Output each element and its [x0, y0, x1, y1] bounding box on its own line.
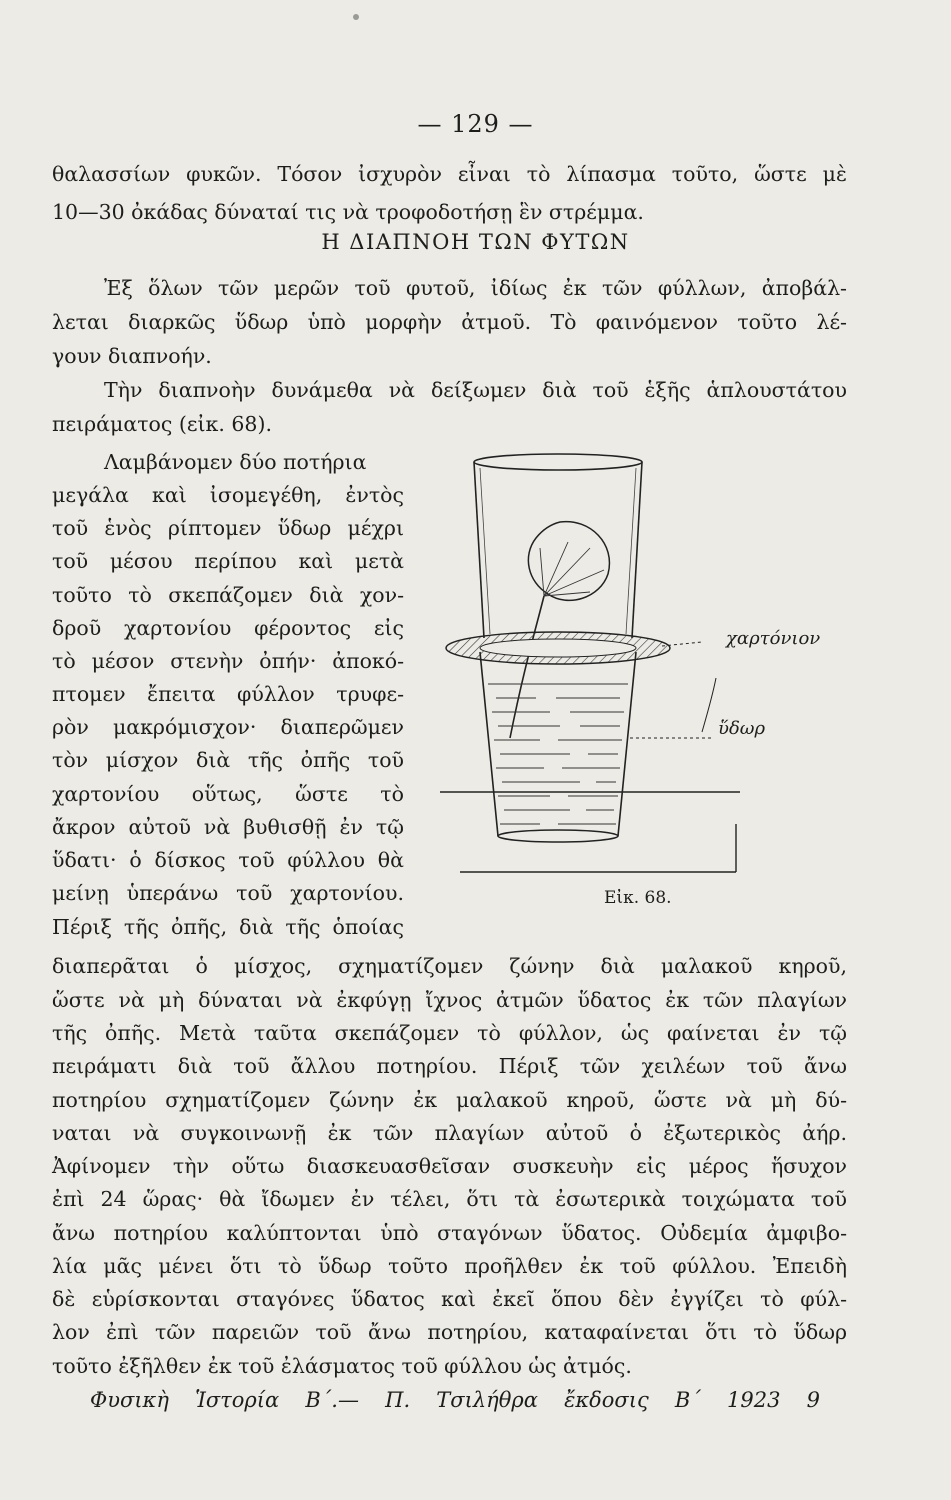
text-line: ρὸν μακρόμισχον· διαπερῶμεν — [52, 715, 404, 739]
text-line: ὥστε νὰ μὴ δύναται νὰ ἐκφύγῃ ἴχνος ἀτμῶν ὕδατος ἐκ τῶν πλαγίων — [52, 988, 847, 1012]
text-line: μείνῃ ὑπεράνω τοῦ χαρτονίου. — [52, 881, 404, 905]
text-line: ἄνω ποτηρίου καλύπτονται ὑπὸ σταγόνων ὕδατος. Οὐδεμία ἀμφιβο- — [52, 1221, 847, 1245]
text-line: μεγάλα καὶ ἰσομεγέθη, ἐντὸς — [52, 483, 404, 507]
label-water: ὕδωρ — [718, 718, 766, 739]
text-line: ἄκρον αὐτοῦ νὰ βυθισθῇ ἐν τῷ — [52, 815, 404, 839]
print-speck — [353, 14, 359, 20]
lower-glass — [480, 652, 636, 842]
text-line: ναται νὰ συγκοινωνῇ ἐκ τῶν πλαγίων αὐτοῦ ὁ ἐξωτερικὸς ἀήρ. — [52, 1121, 847, 1145]
figure-68 — [440, 448, 850, 888]
figure-caption: Εἰκ. 68. — [604, 888, 672, 908]
text-line: τοῦ μέσου περίπου καὶ μετὰ — [52, 549, 404, 573]
glass-experiment-illustration — [440, 448, 850, 888]
text-line: ποτηρίου σχηματίζομεν ζώνην ἐκ μαλακοῦ κηροῦ, ὥστε νὰ μὴ δύ- — [52, 1088, 847, 1112]
leaf-stem — [510, 596, 544, 738]
pointer-stroke — [702, 678, 716, 732]
text-line: ὕδατι· ὁ δίσκος τοῦ φύλλου θὰ — [52, 848, 404, 872]
text-line: πειράματος (εἰκ. 68). — [52, 412, 272, 436]
text-line: λία μᾶς μένει ὅτι τὸ ὕδωρ τοῦτο προῆλθεν ἐκ τοῦ φύλλου. Ἐπειδὴ — [52, 1254, 847, 1278]
text-line: Ἐξ ὅλων τῶν μερῶν τοῦ φυτοῦ, ἰδίως ἐκ τῶν φύλλων, ἀποβάλ- — [104, 276, 847, 300]
text-line: Λαμβάνομεν δύο ποτήρια — [104, 450, 367, 474]
text-line: θαλασσίων φυκῶν. Τόσον ἰσχυρὸν εἶναι τὸ λίπασμα τοῦτο, ὥστε μὲ — [52, 162, 847, 186]
section-heading: Η ΔΙΑΠΝΟΗ ΤΩΝ ΦΥΤΩΝ — [321, 230, 630, 254]
text-line: τῆς ὀπῆς. Μετὰ ταῦτα σκεπάζομεν τὸ φύλλον, ὡς φαίνεται ἐν τῷ — [52, 1021, 847, 1045]
text-line: 10—30 ὀκάδας δύναταί τις νὰ τροφοδοτήσῃ ἓν στρέμμα. — [52, 200, 644, 224]
label-cardboard: χαρτόνιον — [726, 628, 821, 649]
leaf — [510, 522, 609, 738]
upper-glass — [474, 454, 642, 638]
text-line: πειράματι διὰ τοῦ ἄλλου ποτηρίου. Πέριξ τῶν χειλέων τοῦ ἄνω — [52, 1054, 847, 1078]
text-line: διαπερᾶται ὁ μίσχος, σχηματίζομεν ζώνην διὰ μαλακοῦ κηροῦ, — [52, 954, 847, 978]
text-line: δροῦ χαρτονίου φέροντος εἰς — [52, 616, 404, 640]
cardboard-disc — [446, 632, 670, 664]
page-footer: Φυσικὴ Ἱστορία Β΄.— Π. Τσιλήθρα ἔκδοσις Β΄ 1923 9 — [90, 1388, 820, 1412]
text-line: χαρτονίου οὕτως, ὥστε τὸ — [52, 782, 404, 806]
text-line: γουν διαπνοήν. — [52, 344, 212, 368]
text-line: τοῦτο ἐξῆλθεν ἐκ τοῦ ἐλάσματος τοῦ φύλλου ὡς ἀτμός. — [52, 1354, 632, 1378]
text-line: πτομεν ἔπειτα φύλλον τρυφε- — [52, 682, 404, 706]
table-surface — [440, 792, 740, 872]
cardboard-leader — [662, 642, 702, 646]
text-line: δὲ εὑρίσκονται σταγόνες ὕδατος καὶ ἐκεῖ ὅπου δὲν ἐγγίζει τὸ φύλ- — [52, 1287, 847, 1311]
text-line: λεται διαρκῶς ὕδωρ ὑπὸ μορφὴν ἀτμοῦ. Τὸ φαινόμενον τοῦτο λέ- — [52, 310, 847, 334]
water-lines — [488, 684, 628, 824]
text-line: τὸ μέσον στενὴν ὀπήν· ἀποκό- — [52, 649, 404, 673]
text-line: τοῦ ἑνὸς ρίπτομεν ὕδωρ μέχρι — [52, 516, 404, 540]
text-line: Τὴν διαπνοὴν δυνάμεθα νὰ δείξωμεν διὰ τοῦ ἑξῆς ἁπλουστάτου — [104, 378, 847, 402]
text-line: ἐπὶ 24 ὥρας· θὰ ἴδωμεν ἐν τέλει, ὅτι τὰ ἐσωτερικὰ τοιχώματα τοῦ — [52, 1187, 847, 1211]
page-number: — 129 — — [417, 110, 534, 138]
text-line: τὸν μίσχον διὰ τῆς ὀπῆς τοῦ — [52, 748, 404, 772]
text-line: τοῦτο τὸ σκεπάζομεν διὰ χον- — [52, 583, 404, 607]
text-line: Πέριξ τῆς ὀπῆς, διὰ τῆς ὁποίας — [52, 915, 404, 939]
text-line: Ἀφίνομεν τὴν οὕτω διασκευασθεῖσαν συσκευὴν εἰς μέρος ἥσυχον — [52, 1154, 847, 1178]
text-line: λον ἐπὶ τῶν παρειῶν τοῦ ἄνω ποτηρίου, καταφαίνεται ὅτι τὸ ὕδωρ — [52, 1320, 847, 1344]
